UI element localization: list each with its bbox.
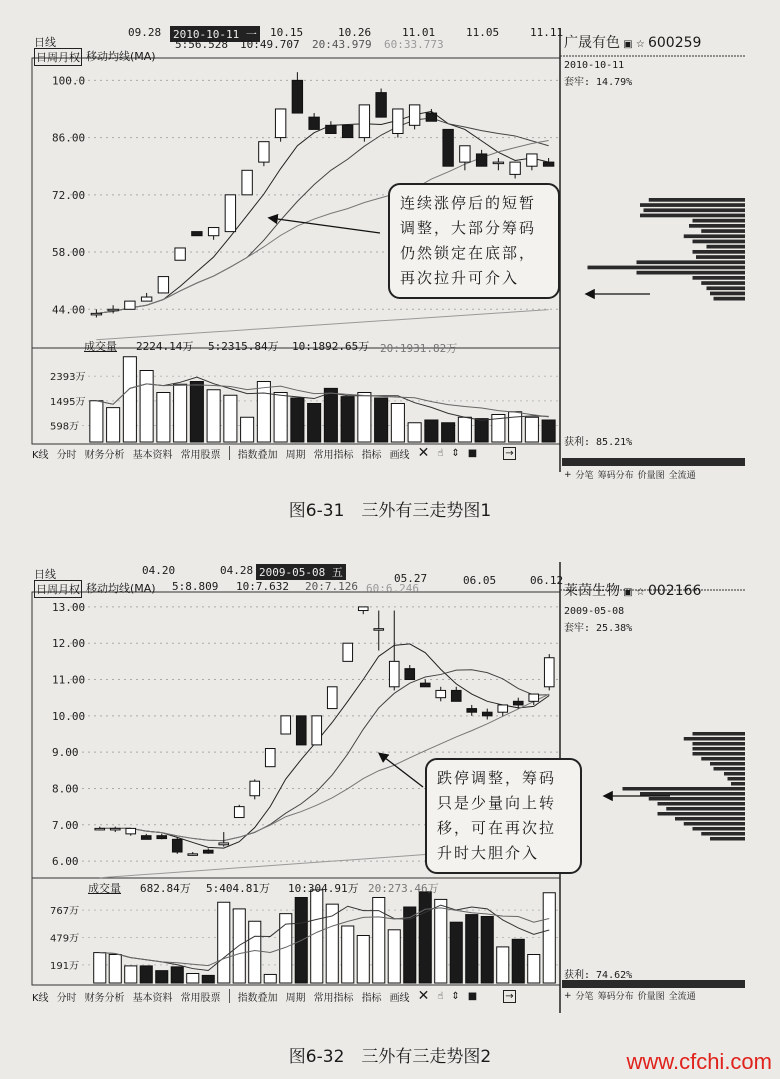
volume-bar — [125, 966, 137, 983]
price-tick-label: 11.00 — [52, 673, 86, 687]
toolbar-period[interactable]: 周期 — [285, 449, 306, 461]
date-tick: 11.01 — [402, 26, 436, 39]
watermark: www.cfchi.com — [626, 1049, 772, 1074]
volume-label: 成交量 — [84, 340, 117, 353]
candle-up — [527, 154, 537, 166]
volume-bar — [542, 420, 555, 442]
bottom-toolbar — [32, 445, 516, 461]
candle-up — [141, 297, 151, 301]
star-icon[interactable]: ☆ — [635, 587, 645, 598]
profit-ratio: 获利: 85.21% — [564, 437, 633, 448]
chip-bar — [693, 752, 746, 756]
hand-icon[interactable]: ☝ — [437, 447, 444, 459]
date-tick: 06.12 — [530, 574, 564, 587]
annotation-callout: 连续涨停后的短暂调整，大部分筹码仍然锁定在底部，再次拉升可介入 — [388, 183, 560, 299]
stock-header — [564, 580, 701, 600]
date-tick: 10.26 — [338, 26, 372, 39]
stock-code: 600259 — [647, 35, 702, 51]
toolbar-favorites[interactable]: 常用股票 — [180, 992, 221, 1004]
volume-bar — [107, 408, 120, 442]
chip-bar — [684, 234, 745, 238]
volume-bar — [481, 917, 493, 984]
volume-bar — [190, 382, 203, 443]
volume-bar — [458, 417, 471, 442]
volume-bar — [375, 398, 388, 442]
chip-bar — [714, 297, 746, 301]
date-tick: 05.27 — [394, 572, 428, 585]
candle-up — [493, 162, 503, 164]
chip-bar — [714, 767, 746, 771]
candle-up — [250, 781, 260, 796]
date-tick: 10.15 — [270, 26, 304, 39]
date-tick: 04.20 — [142, 564, 176, 577]
candle-down — [476, 154, 486, 166]
volume-bar — [341, 397, 354, 442]
toolbar-finance[interactable]: 财务分析 — [84, 449, 125, 461]
volume-tick-label: 1495万 — [50, 396, 86, 408]
volume-bar — [187, 974, 199, 984]
volume-ma5: 5:404.81万 — [206, 882, 270, 895]
chip-bar — [693, 742, 746, 746]
candle-down — [543, 162, 553, 166]
selected-date: 2009-05-08 五 — [256, 564, 346, 580]
volume-bar — [171, 967, 183, 983]
chip-bar — [728, 777, 746, 781]
right-toolbar-ticks[interactable]: 分笔 — [575, 992, 594, 1002]
candle-down — [141, 836, 151, 840]
volume-bar — [391, 404, 404, 443]
ma-label: 移动均线(MA) — [86, 50, 156, 63]
annotation-arrow — [270, 218, 380, 233]
chip-bar — [658, 802, 746, 806]
chip-bar — [693, 240, 746, 244]
right-toolbar-float[interactable]: 全流通 — [668, 992, 696, 1002]
volume-bar — [123, 357, 136, 442]
date-tick: 11.05 — [466, 26, 500, 39]
bottom-toolbar — [32, 988, 516, 1004]
candle-down — [203, 850, 213, 853]
volume-bar — [543, 893, 555, 983]
candle-up — [225, 195, 235, 232]
lock-icon[interactable]: ■ — [467, 990, 478, 1002]
stock-name: 莱茵生物 — [564, 583, 620, 599]
profit-ratio: 获利: 74.62% — [564, 970, 633, 981]
candle-up — [393, 109, 403, 134]
candle-up — [265, 749, 275, 767]
volume-ma10: 10:1892.65万 — [292, 340, 370, 353]
ma60-line — [96, 310, 548, 340]
chip-bar — [649, 198, 745, 202]
candle-down — [376, 93, 386, 118]
period-label: 日线 — [34, 36, 56, 49]
candle-up — [460, 146, 470, 162]
volume-bar — [249, 921, 261, 983]
annotation-arrow — [380, 754, 423, 787]
volume-bar — [512, 939, 524, 983]
toolbar-kline[interactable]: K线 — [32, 449, 49, 461]
trapped-ratio: 套牢: 25.38% — [564, 623, 633, 634]
toolbar-divider — [229, 446, 230, 460]
candle-up — [358, 607, 368, 611]
chip-bar — [658, 812, 746, 816]
candle-down — [326, 125, 336, 133]
right-toolbar-plus[interactable]: + — [564, 990, 572, 1001]
chip-bar — [640, 214, 745, 218]
candle-down — [296, 716, 306, 745]
volume-bar — [308, 404, 321, 443]
chip-bar — [588, 266, 746, 270]
right-toolbar-plus[interactable]: + — [564, 469, 572, 480]
chip-bar — [675, 817, 745, 821]
candle-down — [443, 129, 453, 166]
candle-up — [389, 661, 399, 686]
price-tick-label: 8.00 — [52, 782, 79, 796]
period-tabs[interactable]: 日周月权 — [34, 48, 82, 66]
chart-figure-2 — [30, 562, 750, 1007]
volume-bar — [388, 930, 400, 983]
candle-up — [498, 705, 508, 712]
arrow-right-icon[interactable]: → — [505, 990, 514, 1002]
volume-tick-label: 191万 — [50, 960, 80, 972]
kline-chart-svg[interactable] — [30, 562, 750, 1007]
candle-down — [482, 712, 492, 716]
candle-up — [510, 162, 520, 174]
chip-bar — [637, 260, 746, 264]
info-icon[interactable]: ▣ — [623, 587, 633, 598]
price-tick-label: 9.00 — [52, 746, 79, 760]
candle-down — [420, 683, 430, 687]
volume-bar — [419, 892, 431, 983]
volume-bar — [140, 966, 152, 983]
chip-bar — [666, 807, 745, 811]
chip-bar — [710, 762, 745, 766]
candle-up — [108, 309, 118, 311]
figure-caption-2: 图6-32 三外有三走势图2 — [288, 1047, 492, 1067]
right-toolbar-chips[interactable]: 筹码分布 — [597, 992, 634, 1002]
chip-bar — [731, 782, 745, 786]
candle-up — [281, 716, 291, 734]
ma5-value: 5:56.528 — [175, 38, 228, 51]
right-toolbar-price-volume[interactable]: 价量图 — [637, 992, 665, 1002]
ma-label: 移动均线(MA) — [86, 582, 156, 595]
figure-caption-1: 图6-31 三外有三走势图1 — [288, 501, 492, 521]
ma5-value: 5:8.809 — [172, 580, 219, 593]
chip-bar — [693, 732, 746, 736]
candle-up — [242, 170, 252, 195]
annotation-callout: 跌停调整，筹码只是少量向上转移，可在再次拉升时大胆介入 — [425, 758, 582, 874]
volume-bar — [274, 393, 287, 443]
ma60-value: 60:33.773 — [384, 38, 444, 51]
candle-down — [467, 709, 477, 713]
volume-ma20: 20:1931.82万 — [380, 342, 458, 355]
chip-bar — [623, 787, 746, 791]
chip-bar — [684, 737, 745, 741]
date-tick: 09.28 — [128, 26, 162, 39]
candle-down — [309, 117, 319, 129]
candle-up — [91, 313, 101, 315]
right-toolbar-float[interactable]: 全流通 — [668, 471, 696, 481]
candle-up — [312, 716, 322, 745]
candle-up — [234, 807, 244, 818]
price-tick-label: 13.00 — [52, 600, 86, 614]
candle-up — [327, 687, 337, 709]
toolbar-draw-line[interactable]: 画线 — [389, 992, 410, 1004]
volume-tick-label: 2393万 — [50, 372, 86, 384]
chip-bar — [701, 281, 745, 285]
chip-bar — [693, 219, 746, 223]
chip-bar — [684, 822, 745, 826]
volume-bar — [202, 975, 214, 983]
volume-bar — [528, 955, 540, 984]
price-tick-label: 6.00 — [52, 855, 79, 869]
chip-date: 2010-10-11 — [564, 60, 625, 71]
volume-bar — [90, 401, 103, 442]
volume-bar — [357, 936, 369, 984]
price-tick-label: 7.00 — [52, 818, 79, 832]
chip-bar — [701, 757, 745, 761]
volume-bar — [291, 398, 304, 442]
volume-bar — [342, 926, 354, 983]
toolbar-profile[interactable]: 基本资料 — [132, 992, 173, 1004]
toolbar-common-indicators[interactable]: 常用指标 — [313, 992, 354, 1004]
ma20-value: 20:7.126 — [305, 580, 358, 593]
chip-bar — [696, 255, 745, 259]
toolbar-index-overlay[interactable]: 指数叠加 — [237, 449, 278, 461]
stock-code: 002166 — [647, 583, 702, 599]
volume-bar — [525, 417, 538, 442]
candle-up — [125, 301, 135, 309]
candle-up — [374, 629, 384, 631]
volume-bar — [408, 423, 421, 442]
volume-bar — [425, 420, 438, 442]
volume-bar — [257, 382, 270, 443]
volume-bar — [156, 971, 168, 983]
volume-bar — [207, 390, 220, 442]
volume-bar — [157, 393, 170, 443]
candle-up — [158, 277, 168, 293]
hand-icon[interactable]: ☝ — [437, 990, 444, 1002]
profit-bar — [562, 980, 745, 988]
candle-up — [126, 828, 136, 833]
volume-bar — [264, 974, 276, 983]
candle-up — [544, 658, 554, 687]
toolbar-intraday[interactable]: 分时 — [56, 992, 77, 1004]
volume-bar — [475, 419, 488, 442]
right-toolbar-chips[interactable]: 筹码分布 — [597, 471, 634, 481]
lock-icon[interactable]: ■ — [467, 447, 478, 459]
toolbar-draw-line[interactable]: 画线 — [389, 449, 410, 461]
candle-up — [436, 690, 446, 697]
candle-up — [409, 105, 419, 125]
ma10-value: 10:49.707 — [240, 38, 300, 51]
volume-bar — [324, 388, 337, 442]
chip-bar — [689, 224, 745, 228]
star-icon[interactable]: ☆ — [635, 39, 645, 50]
toolbar-finance[interactable]: 财务分析 — [84, 992, 125, 1004]
chip-bar — [701, 832, 745, 836]
chip-bar — [693, 250, 746, 254]
chip-bar — [693, 276, 746, 280]
chip-bar — [649, 797, 745, 801]
toolbar-common-indicators[interactable]: 常用指标 — [313, 449, 354, 461]
volume-bar — [435, 899, 447, 983]
price-tick-label: 44.00 — [52, 303, 86, 317]
right-toolbar — [564, 989, 696, 1002]
chip-bar — [701, 229, 745, 233]
date-tick: 11.11 — [530, 26, 564, 39]
profit-bar — [562, 458, 745, 466]
candle-up — [343, 643, 353, 661]
candle-down — [172, 839, 182, 852]
volume-ma10: 10:304.91万 — [288, 882, 359, 895]
price-tick-label: 100.0 — [52, 74, 86, 88]
right-toolbar-price-volume[interactable]: 价量图 — [637, 471, 665, 481]
volume-current: 682.84万 — [140, 882, 191, 895]
volume-bar — [241, 417, 254, 442]
info-icon[interactable]: ▣ — [623, 39, 633, 50]
candle-down — [192, 232, 202, 236]
candle-up — [275, 109, 285, 138]
right-toolbar-ticks[interactable]: 分笔 — [575, 471, 594, 481]
volume-bar — [466, 915, 478, 983]
chart-figure-1 — [30, 28, 750, 488]
volume-label: 成交量 — [88, 882, 121, 895]
date-tick: 04.28 — [220, 564, 254, 577]
price-tick-label: 72.00 — [52, 188, 86, 202]
candle-up — [95, 828, 105, 830]
volume-current: 2224.14万 — [136, 340, 194, 353]
candle-down — [157, 836, 167, 839]
cross-icon[interactable]: ✕ — [417, 988, 430, 1004]
candle-up — [110, 828, 120, 830]
candle-down — [451, 690, 461, 701]
candle-down — [342, 125, 352, 137]
candle-up — [359, 105, 369, 138]
volume-bar — [109, 955, 121, 984]
volume-tick-label: 767万 — [50, 906, 80, 918]
volume-tick-label: 479万 — [50, 933, 80, 945]
candle-up — [219, 843, 229, 845]
volume-bar — [174, 384, 187, 442]
chip-bar — [640, 792, 745, 796]
candle-up — [188, 854, 198, 856]
toolbar-indicators[interactable]: 指标 — [361, 449, 382, 461]
chip-bar — [710, 837, 745, 841]
toolbar-intraday[interactable]: 分时 — [56, 449, 77, 461]
candle-down — [292, 80, 302, 113]
period-tabs[interactable]: 日周月权 — [34, 580, 82, 598]
ma60-value: 60:6.246 — [366, 582, 419, 595]
candle-up — [529, 694, 539, 701]
price-tick-label: 12.00 — [52, 637, 86, 651]
period-label: 日线 — [34, 568, 56, 581]
volume-bar — [140, 371, 153, 443]
toolbar-period[interactable]: 周期 — [285, 992, 306, 1004]
candle-down — [513, 701, 523, 705]
volume-bar — [218, 902, 230, 983]
ma10-value: 10:7.632 — [236, 580, 289, 593]
chip-date: 2009-05-08 — [564, 606, 625, 617]
chip-bar — [707, 245, 746, 249]
candle-up — [259, 142, 269, 162]
toolbar-profile[interactable]: 基本资料 — [132, 449, 173, 461]
right-toolbar — [564, 468, 696, 481]
price-tick-label: 10.00 — [52, 709, 86, 723]
volume-bar — [497, 947, 509, 983]
price-tick-label: 86.00 — [52, 131, 86, 145]
candle-up — [208, 228, 218, 236]
stock-header — [564, 32, 701, 52]
selected-date: 2010-10-11 一 — [170, 26, 260, 42]
date-tick: 06.05 — [463, 574, 497, 587]
chip-bar — [724, 772, 745, 776]
updown-icon[interactable]: ⇕ — [451, 990, 460, 1002]
volume-ma5: 5:2315.84万 — [208, 340, 279, 353]
updown-icon[interactable]: ⇕ — [451, 447, 460, 459]
trapped-ratio: 套牢: 14.79% — [564, 77, 633, 88]
toolbar-indicators[interactable]: 指标 — [361, 992, 382, 1004]
volume-bar — [358, 393, 371, 443]
volume-ma20: 20:273.46万 — [368, 882, 439, 895]
toolbar-index-overlay[interactable]: 指数叠加 — [237, 992, 278, 1004]
volume-bar — [311, 890, 323, 983]
volume-bar — [442, 423, 455, 442]
chip-bar — [707, 286, 746, 290]
volume-bar — [450, 922, 462, 983]
cross-icon[interactable]: ✕ — [417, 445, 430, 461]
price-tick-label: 58.00 — [52, 246, 86, 260]
chip-bar — [640, 203, 745, 207]
stock-name: 广晟有色 — [564, 35, 620, 51]
volume-tick-label: 598万 — [50, 421, 80, 433]
ma20-value: 20:43.979 — [312, 38, 372, 51]
volume-bar — [224, 395, 237, 442]
chip-bar — [693, 827, 746, 831]
chip-bar — [637, 271, 746, 275]
candle-down — [405, 669, 415, 680]
chip-bar — [710, 292, 745, 296]
toolbar-divider — [229, 989, 230, 1003]
chip-bar — [693, 747, 746, 751]
toolbar-favorites[interactable]: 常用股票 — [180, 449, 221, 461]
volume-bar — [94, 953, 106, 983]
candle-up — [175, 248, 185, 260]
chip-bar — [644, 208, 746, 212]
candle-down — [426, 113, 436, 121]
toolbar-kline[interactable]: K线 — [32, 992, 49, 1004]
arrow-right-icon[interactable]: → — [505, 447, 514, 459]
